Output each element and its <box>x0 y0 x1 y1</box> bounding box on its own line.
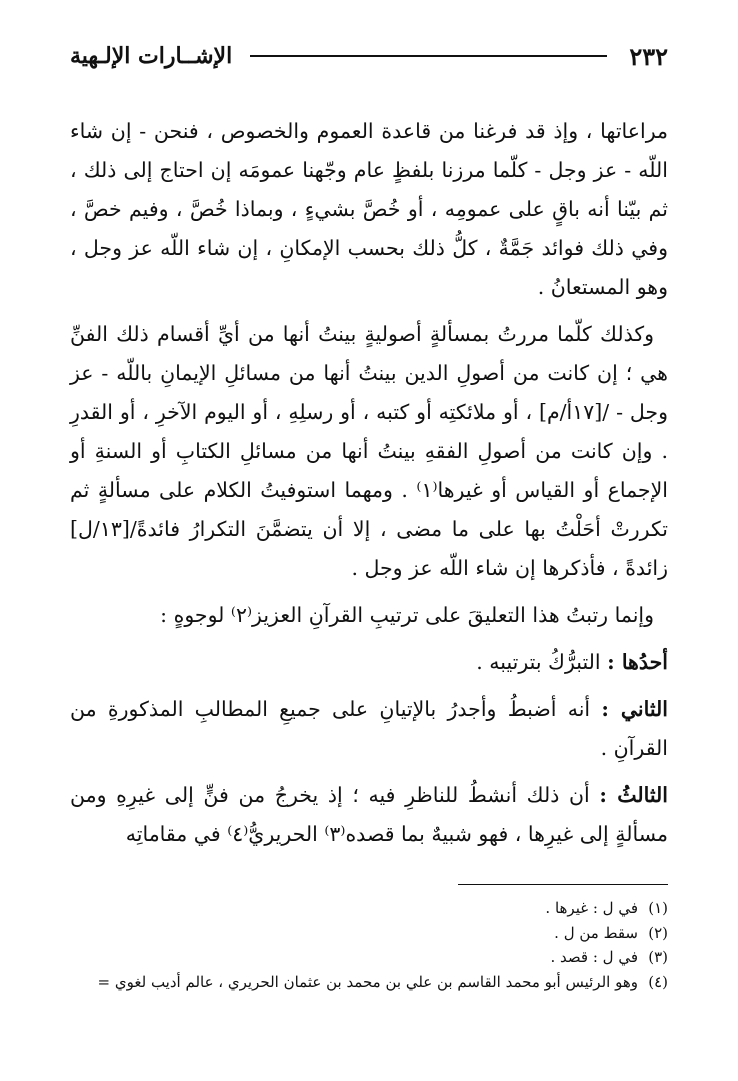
footnote-separator <box>458 884 668 885</box>
footnote-1 <box>70 896 668 921</box>
body-text <box>70 112 668 862</box>
footnote-number: (٣) <box>648 948 668 966</box>
paragraph-text: وإنما رتبتُ هذا التعليقَ على ترتيبِ القرآنِ العزيز⁽٢⁾ لوجوهٍ : <box>160 603 654 627</box>
paragraph-5 <box>70 690 668 768</box>
page-number: ٢٣٢ <box>629 41 668 71</box>
paragraph-text: وكذلك كلّما مررتُ بمسألةٍ أصوليةٍ بينتُ أنها من أيِّ أقسام ذلك الفنِّ هي ؛ إن كانت من أصولِ الدين بينتُ أنها من مسائلِ الإيمانِ باللّه - عز وجل - /[١٧أ/م] ، أو ملائكتِه أو كتبه ، أو رسلِهِ ، أو اليوم الآخرِ ، أو القدرِ . وإن كانت من أصولِ الفقهِ بينتُ أنها من مسائلِ الكتابِ أو السنةِ أو الإجماع أو القياس أو غيرها⁽١⁾ . ومهما استوفيتُ الكلام على مسألةٍ ثم تكررتْ أحَلْتُ بها على ما مضى ، إلا أن يتضمَّنَ التكرارُ فائدةً/[١٣/ل] زائدةً ، فأذكرها إن شاء اللّه عز وجل . <box>70 322 668 580</box>
footnote-number: (٢) <box>648 923 668 942</box>
paragraph-lead: أحدُها : <box>607 650 668 674</box>
header-rule <box>250 55 607 57</box>
paragraph-4 <box>70 643 668 682</box>
footnotes <box>70 896 668 994</box>
footnote-text: في ل : غيرها . <box>545 899 638 917</box>
paragraph-1 <box>70 112 668 307</box>
footnote-2 <box>70 921 668 946</box>
footnote-text: سقط من ل . <box>554 923 638 942</box>
paragraph-lead: الثاني : <box>601 697 668 721</box>
paragraph-text: أنه أضبطُ وأجدرُ بالإتيانِ على جميعِ المطالبِ المذكورةِ من القرآنِ . <box>70 697 668 760</box>
paragraph-2 <box>70 315 668 588</box>
running-title: الإشــارات الإلـهية <box>70 43 233 69</box>
paragraph-text: أن ذلك أنشطُ للناظرِ فيه ؛ إذ يخرجُ من فنٍّ إلى غيرِهِ ومن مسألةٍ إلى غيرِها ، فهو شبيهٌ بما قصده⁽٣⁾ الحريريُّ⁽٤⁾ في مقاماتِه <box>70 783 668 846</box>
paragraph-6 <box>70 776 668 854</box>
paragraph-text: مراعاتها ، وإذ قد فرغنا من قاعدة العموم والخصوص ، فنحن - إن شاء اللّه - عز وجل - كلّما مرزنا بلفظٍ عام وجّهنا عمومَه إن احتاج إلى ذلك ، ثم بيّنا أنه باقٍ على عمومِه ، أو خُصَّ بشيءٍ ، وبماذا خُصَّ ، وفيم خصَّ ، وفي ذلك فوائد جَمَّةٌ ، كلُّ ذلك بحسب الإمكانِ ، إن شاء اللّه عز وجل ، وهو المستعانُ . <box>70 119 668 299</box>
footnote-number: (١) <box>648 899 668 917</box>
paragraph-text: التبرُّكُ بترتيبه . <box>476 650 601 674</box>
paragraph-lead: الثالثُ : <box>599 783 668 807</box>
running-head <box>70 36 668 76</box>
footnote-3 <box>70 945 668 970</box>
footnote-text: وهو الرئيس أبو محمد القاسم بن علي بن محمد بن عثمان الحريري ، عالم أديب لغوي = <box>97 972 638 991</box>
footnote-4 <box>70 970 668 995</box>
paragraph-3 <box>70 596 668 635</box>
footnote-number: (٤) <box>648 972 668 991</box>
footnote-text: في ل : قصد . <box>550 948 638 966</box>
